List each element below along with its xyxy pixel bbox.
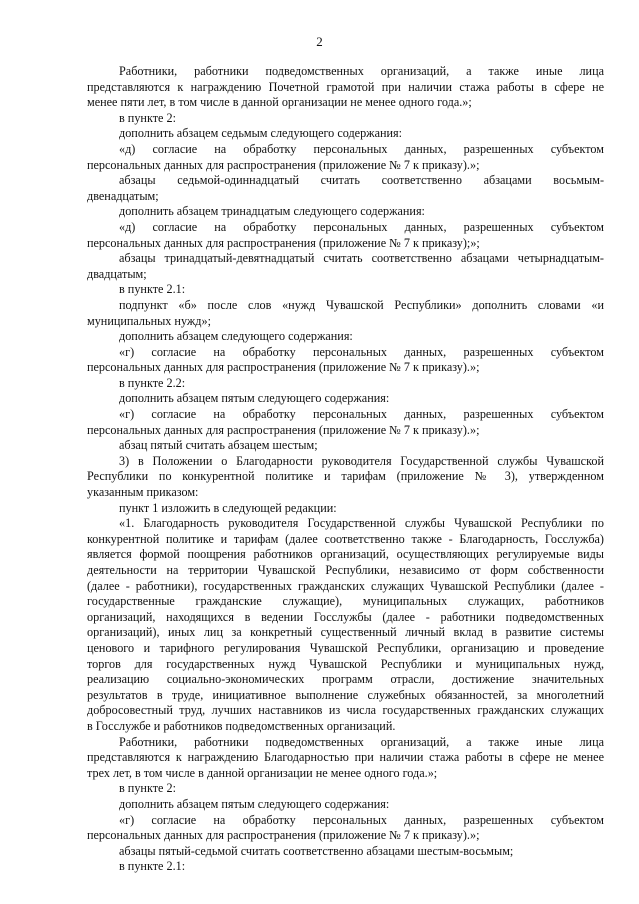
text-line: дополнить абзацем седьмым следующего содержания:: [119, 126, 403, 141]
text-line: ценового и тарифного регулирования Чувашской Республики, организацию и проведение: [87, 640, 604, 655]
page-number: 2: [316, 34, 323, 49]
text-line: «г) согласие на обработку персональных данных, разрешенных субъектом: [119, 344, 604, 359]
text-line: представляются к награждению Благодарностью при наличии стажа работы в сфере не менее: [87, 750, 604, 765]
text-line: дополнить абзацем тринадцатым следующего содержания:: [119, 204, 425, 219]
text-line: дополнить абзацем пятым следующего содержания:: [119, 391, 390, 406]
text-line: персональных данных для распространения (приложение № 7 к приказу).»;: [87, 157, 480, 172]
text-line: Работники, работники подведомственных организаций, а также иные лица: [119, 734, 604, 749]
text-line: подпункт «б» после слов «нужд Чувашской Республики» дополнить словами «и: [119, 297, 604, 312]
text-line: двенадцатым;: [87, 188, 159, 203]
text-line: организаций), иных лиц за конкретный существенный личный вклад в развитие системы: [87, 625, 604, 640]
text-line: дополнить абзацем следующего содержания:: [119, 329, 353, 344]
document-body: [87, 64, 604, 875]
text-line: добросовестный труд, лучших наставников из числа государственных гражданских служащих: [87, 703, 604, 718]
text-line: организаций, находящихся в ведении Госслужбы (далее - работники подведомственных: [87, 609, 604, 624]
text-line: в пункте 2.1:: [119, 282, 186, 297]
text-line: указанным приказом:: [87, 485, 199, 500]
text-line: конкурентной политике и тарифам (далее соответственно также - Благодарность, Госслужба): [87, 531, 604, 546]
text-line: персональных данных для распространения (приложение № 7 к приказу).»;: [87, 422, 480, 437]
text-line: деятельности на территории Чувашской Республики, независимо от форм собственности: [87, 563, 604, 577]
text-line: «1. Благодарность руководителя Государственной службы Чувашской Республики по: [119, 516, 604, 531]
text-line: муниципальных нужд»;: [87, 313, 211, 328]
text-line: в пункте 2:: [119, 110, 176, 125]
text-line: Работники, работники подведомственных организаций, а также иные лица: [119, 64, 604, 78]
text-line: двадцатым;: [87, 266, 147, 281]
text-line: менее пяти лет, в том числе в данной организации не менее одного года.»;: [87, 95, 472, 110]
text-line: абзацы седьмой-одиннадцатый считать соответственно абзацами восьмым-: [119, 173, 604, 188]
text-line: «г) согласие на обработку персональных данных, разрешенных субъектом: [119, 812, 604, 827]
text-line: пункт 1 изложить в следующей редакции:: [119, 500, 337, 515]
text-line: реализацию социально-экономических программ отрасли, достижение значительных: [87, 672, 604, 687]
text-line: «г) согласие на обработку персональных данных, разрешенных субъектом: [119, 407, 604, 422]
text-line: является формой поощрения работников организаций, осуществляющих регулируемые виды: [87, 547, 604, 562]
text-line: абзацы пятый-седьмой считать соответственно абзацами шестым-восьмым;: [119, 843, 514, 858]
text-line: дополнить абзацем пятым следующего содержания:: [119, 796, 390, 811]
text-line: «д) согласие на обработку персональных данных, разрешенных субъектом: [119, 219, 604, 234]
text-line: результатов в труде, инициативное выполнение служебных обязанностей, за многолетний: [87, 687, 604, 702]
text-line: абзацы тринадцатый-девятнадцатый считать соответственно абзацами четырнадцатым-: [119, 251, 604, 266]
text-line: в Госслужбе и работников подведомственных организаций.: [87, 718, 396, 733]
text-line: (далее - работники), государственных гражданских служащих Чувашской Республики (далее -: [87, 578, 604, 593]
text-line: Республики по конкурентной политике и тарифам (приложение № 3), утвержденном: [87, 469, 604, 484]
text-line: абзац пятый считать абзацем шестым;: [119, 438, 318, 453]
text-line: в пункте 2.1:: [119, 859, 186, 874]
text-line: торгов для государственных нужд Чувашской Республики и муниципальных нужд,: [87, 656, 604, 671]
text-line: 3) в Положении о Благодарности руководителя Государственной службы Чувашской: [119, 453, 604, 468]
text-line: государственные гражданские служащие), муниципальных служащих, работников: [87, 594, 604, 609]
text-line: в пункте 2:: [119, 781, 176, 796]
text-line: «д) согласие на обработку персональных данных, разрешенных субъектом: [119, 141, 604, 156]
text-line: представляются к награждению Почетной грамотой при наличии стажа работы в сфере не: [87, 79, 604, 94]
text-line: персональных данных для распространения (приложение № 7 к приказу).»;: [87, 828, 480, 843]
text-line: персональных данных для распространения (приложение № 7 к приказу).»;: [87, 360, 480, 375]
text-line: в пункте 2.2:: [119, 375, 186, 390]
text-line: трех лет, в том числе в данной организации не менее одного года.»;: [87, 765, 438, 780]
text-line: персональных данных для распространения (приложение № 7 к приказу);»;: [87, 235, 480, 250]
